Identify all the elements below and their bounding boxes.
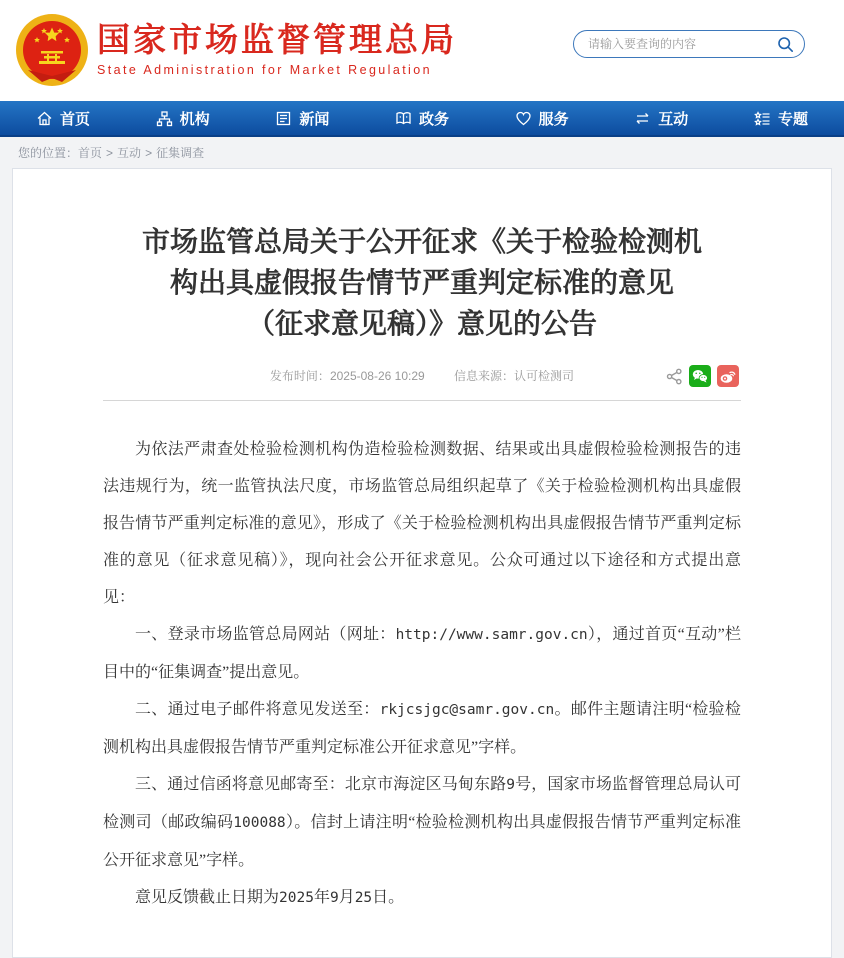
home-icon [36,110,53,127]
main-nav [0,101,844,137]
breadcrumb-link[interactable]: 征集调查 [156,146,205,160]
article-paragraph: 一、登录市场监管总局网站（网址：http://www.samr.gov.cn），通过首页“互动”栏目中的“征集调查”提出意见。 [103,626,741,681]
search-button[interactable] [777,36,794,53]
info-source: 信息来源：认可检测司 [454,369,575,383]
nav-item-government[interactable] [395,108,449,129]
nav-item-topics[interactable] [754,108,808,129]
nav-item-label: 政务 [418,110,449,128]
divider [103,400,741,401]
nav-item-label: 互动 [658,110,689,128]
site-title: 国家市场监督管理总局 [97,21,457,58]
news-icon [275,110,292,127]
article [13,169,831,957]
nav-item-home[interactable] [36,108,90,129]
government-icon [395,110,412,127]
wechat-icon[interactable] [689,365,711,387]
article-title: 市场监管总局关于公开征求《关于检验检测机 构出具虚假报告情节严重判定标准的意见 （征求意见稿）》意见的公告 [141,226,702,339]
breadcrumb-separator: > [145,146,153,160]
breadcrumb [0,137,844,168]
article-paragraph: 意见反馈截止日期为2025年9月25日。 [135,889,405,906]
nav-item-label: 新闻 [299,110,330,128]
nav-item-label: 首页 [60,110,91,128]
article-paragraph: 三、通过信函将意见邮寄至：北京市海淀区马甸东路9号，国家市场监督管理总局认可检测司（邮政编码100088）。信封上请注明“检验检测机构出具虚假报告情节严重判定标准公开征求意见”字样。 [103,776,741,869]
nav-item-services[interactable] [515,108,569,129]
breadcrumb-link[interactable]: 互动 [117,146,142,160]
brand [97,20,457,77]
nav-item-interaction[interactable] [634,108,688,129]
article-paragraph: 二、通过电子邮件将意见发送至：rkjcsjgc@samr.gov.cn。邮件主题请注明“检验检测机构出具虚假报告情节严重判定标准公开征求意见”字样。 [103,701,741,756]
article-meta [103,364,741,388]
site-subtitle: State Administration for Market Regulation [97,63,432,77]
publish-time: 发布时间：2025-08-26 10:29 [269,369,425,383]
share-nodes-icon[interactable] [666,368,683,385]
share-buttons [666,364,739,388]
nav-item-label: 机构 [179,110,210,128]
nav-item-label: 专题 [777,110,808,128]
nav-item-news[interactable] [275,108,329,129]
article-paragraph: 为依法严肃查处检验检测机构伪造检验检测数据、结果或出具虚假检验检测报告的违法违规行为，统一监管执法尺度，市场监管总局组织起草了《关于检验检测机构出具虚假报告情节严重判定标准的意见》，形成了《关于检验检测机构出具虚假报告情节严重判定标准的意见（征求意见稿）》，现向社会公开征求意见。公众可通过以下途径和方式提出意见： [103,441,741,606]
search-input[interactable] [588,37,777,51]
topics-icon [754,110,771,127]
interaction-arrows-icon [634,110,651,127]
national-emblem-logo [14,12,90,88]
nav-item-label: 服务 [538,110,569,128]
search-box [573,30,805,58]
site-header [0,0,844,101]
breadcrumb-prefix: 您的位置： [18,146,79,160]
nav-item-organization[interactable] [156,108,210,129]
breadcrumb-link[interactable]: 首页 [78,146,103,160]
article-body [103,431,741,917]
weibo-icon[interactable] [717,365,739,387]
content-panel [12,168,832,958]
breadcrumb-separator: > [106,146,114,160]
search-icon [777,36,794,53]
services-heart-icon [515,110,532,127]
organization-icon [156,110,173,127]
